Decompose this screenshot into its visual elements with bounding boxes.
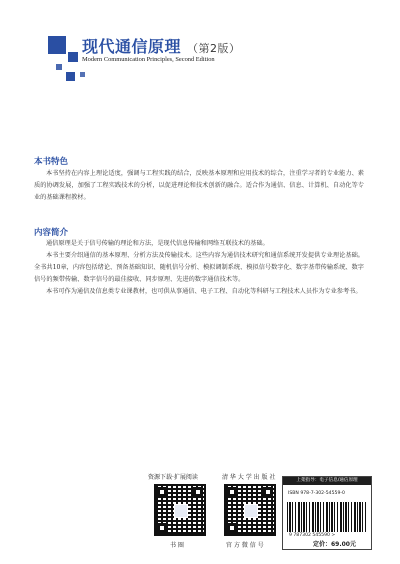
decor-square-5: [80, 72, 85, 77]
qr-left-caption-top: 资源下载·扩展阅读: [148, 474, 198, 481]
barcode-icon: [287, 502, 366, 532]
isbn-barcode-box: [282, 476, 372, 550]
features-heading: 本书特色: [34, 157, 69, 167]
summary-paragraph-1: 通信原理是关于信号传输的理论和方法，是现代信息传输和网络互联技术的基础。: [46, 240, 269, 247]
price-label: 定价：69.00元: [313, 541, 356, 548]
features-body: [34, 168, 364, 204]
summary-paragraph-2: 本书主要介绍通信的基本原理、分析方法及传输技术。这些内容为通信技术研究和通信系统开发提供专业理论基础。全书共10章，内容包括绪论、预备基础知识、随机信号分析、模拟调制系统、模拟信号数字化、数字基带传输系统、数字信号的频带传输、数字信号的最佳接收、同步原理、先进的数字通信技术等。: [34, 252, 364, 283]
category-label: 上架指导：电子信息/通信原理: [283, 477, 371, 485]
barcode-digits: 9 787302 545590 >: [289, 533, 336, 538]
summary-heading: 内容简介: [34, 228, 69, 238]
qr-logo-icon: [244, 504, 258, 518]
qr-right-caption-top: 清 华 大 学 出 版 社: [222, 474, 276, 481]
isbn-text: ISBN 978-7-302-54559-0: [288, 491, 345, 496]
decor-square-3: [56, 64, 62, 70]
decor-square-1: [48, 36, 66, 54]
features-paragraph: 本书坚持在内容上理论适度，强调与工程实践的结合，反映基本原理和应用技术的综合，注重学习者的专业能力、素质的协调发展，加强了工程实践技术的分析，以促进理论和技术创新的融合。适合作为通信、信息、计算机、自动化等专业的基础课程教材。: [34, 170, 364, 201]
decor-square-4: [66, 72, 75, 81]
book-title-en: Modern Communication Principles, Second Edition: [82, 56, 215, 63]
qr-left-caption-bottom: 书 圈: [170, 542, 184, 549]
qr-logo-icon: [174, 504, 188, 518]
summary-paragraph-3: 本书可作为通信及信息类专业课教材，也可供从事通信、电子工程、自动化等科研与工程技术人员作为专业参考书。: [46, 288, 362, 295]
qr-code-left[interactable]: [154, 484, 206, 536]
summary-body: [34, 238, 364, 298]
qr-code-right[interactable]: [224, 484, 276, 536]
decor-square-2: [68, 52, 78, 62]
book-title-cn: 现代通信原理: [82, 37, 182, 56]
edition-label: （第2版）: [187, 42, 241, 55]
qr-right-caption-bottom: 官 方 微 信 号: [226, 542, 264, 549]
book-title: [82, 34, 241, 57]
